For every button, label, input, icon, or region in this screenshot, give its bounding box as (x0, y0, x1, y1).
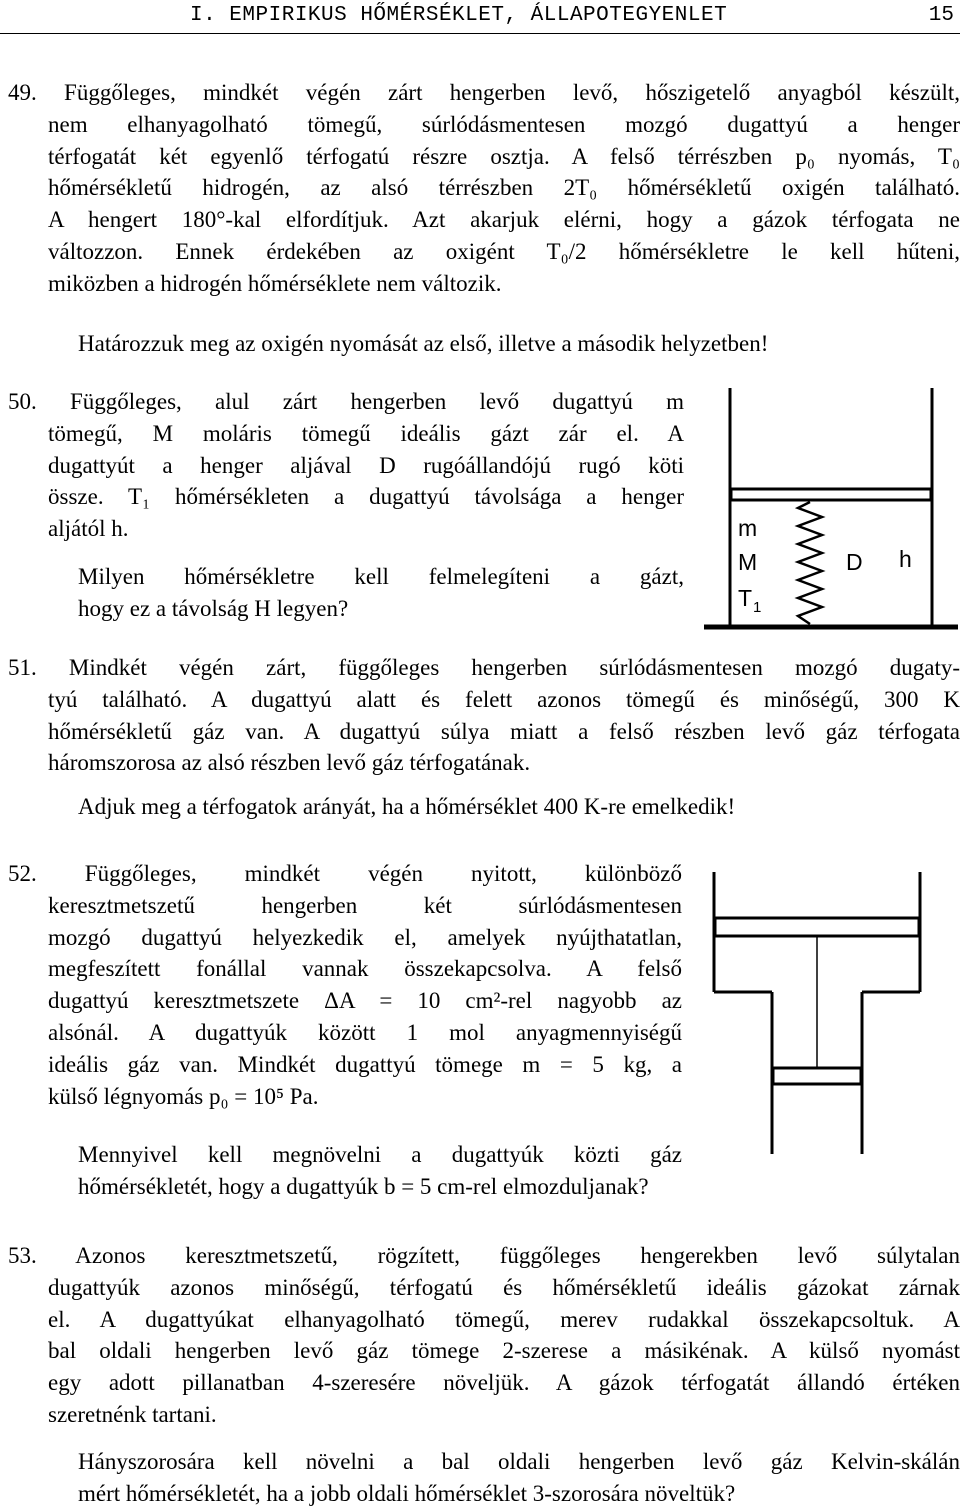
problem-51-line-2: tyú található. A dugattyú alatt és felett azonos tömegű és minőségű, 300 K (48, 686, 960, 712)
problem-50-question (78, 561, 684, 625)
problem-53-line-1: 53. Azonos keresztmetszetű, rögzített, függőleges hengerekben levő súlytalan (8, 1243, 960, 1268)
problem-49-line-1: 49. Függőleges, mindkét végén zárt hengerben levő, hőszigetelő anyagból készült, (8, 80, 960, 105)
problem-53-question (78, 1446, 960, 1510)
problem-50-line-5: aljától h. (48, 516, 129, 542)
problem-52-line-7: ideális gáz van. Mindkét dugattyú tömege m = 5 kg, a (48, 1051, 682, 1077)
figure-label-M: M (738, 549, 758, 575)
problem-49 (8, 77, 960, 300)
figure-label-D: D (846, 549, 863, 575)
problem-53-line-4: bal oldali hengerben levő gáz tömege 2-szerese a másikénak. A külső nyomást (48, 1338, 960, 1364)
stepped-cylinder-figure (700, 862, 958, 1164)
figure-label-T-sub: 1 (753, 599, 762, 616)
chapter-title: I. EMPIRIKUS HŐMÉRSÉKLET, ÁLLAPOTEGYENLET (190, 4, 728, 27)
problem-49-line-7: miközben a hidrogén hőmérséklete nem változik. (48, 270, 502, 296)
problem-53-question-line-1: Hányszorosára kell növelni a bal oldali hengerben levő gáz Kelvin-skálán (78, 1449, 960, 1474)
problem-52-line-4: megfeszített fonállal vannak összekapcsolva. A felső (48, 956, 682, 982)
problem-51-line-1: 51. Mindkét végén zárt, függőleges hengerben súrlódásmentesen mozgó dugaty- (8, 655, 960, 680)
problem-53-line-3: el. A dugattyúkat elhanyagolható tömegű, merev rudakkal összekapcsoltuk. A (48, 1306, 960, 1332)
problem-51 (8, 652, 960, 779)
problem-50-line-4: össze. T₁ hőmérsékleten a dugattyú távolsága a henger (48, 484, 684, 510)
problem-53-line-5: egy adott pillanatban 4-szeresére növeljük. A gázok térfogatát állandó értéken (48, 1370, 960, 1396)
running-header (0, 0, 960, 38)
problem-52-line-5: dugattyú keresztmetszete ΔA = 10 cm²-rel nagyobb az (48, 988, 682, 1014)
upper-piston (715, 918, 919, 936)
problem-49-line-4: hőmérsékletű hidrogén, az alsó térrészben 2T₀ hőmérsékletű oxigén található. (48, 175, 960, 201)
problem-52-line-8: külső légnyomás p₀ = 10⁵ Pa. (48, 1083, 319, 1109)
problem-51-line-4: háromszorosa az alsó részben levő gáz térfogatának. (48, 750, 531, 776)
figure-label-h: h (899, 546, 912, 572)
problem-50-line-3: dugattyút a henger aljával D rugóállandójú rugó köti (48, 452, 684, 478)
problem-51-question: Adjuk meg a térfogatok arányát, ha a hőmérséklet 400 K-re emelkedik! (78, 794, 736, 819)
problem-53 (8, 1240, 960, 1431)
problem-49-line-3: térfogatát két egyenlő térfogatú részre osztja. A felső térrészben p₀ nyomás, T₀ (48, 143, 960, 169)
problem-53-line-6: szeretnénk tartani. (48, 1401, 217, 1427)
problem-52-line-6: alsónál. A dugattyúk között 1 mol anyagmennyiségű (48, 1019, 682, 1045)
cylinder-spring-figure (700, 378, 960, 640)
problem-52-question-line-1: Mennyivel kell megnövelni a dugattyúk közti gáz (78, 1142, 682, 1167)
problem-50-line-1: 50. Függőleges, alul zárt hengerben levő dugattyú m (8, 389, 684, 414)
problem-52-line-1: 52. Függőleges, mindkét végén nyitott, különböző (8, 861, 682, 886)
problem-50-question-line-2: hogy ez a távolság H legyen? (78, 595, 349, 621)
spring-icon (798, 502, 822, 624)
problem-52-question (78, 1139, 682, 1203)
problem-50 (8, 386, 684, 545)
problem-49-line-5: A hengert 180°-kal elfordítjuk. Azt akarjuk elérni, hogy a gázok térfogata ne (48, 207, 960, 233)
problem-50-line-2: tömegű, M moláris tömegű ideális gázt zár el. A (48, 420, 684, 446)
problem-52-line-2: keresztmetszetű hengerben két súrlódásmentesen (48, 892, 682, 918)
problem-50-question-line-1: Milyen hőmérsékletre kell felmelegíteni a gázt, (78, 564, 684, 589)
problem-52-question-line-2: hőmérsékletét, hogy a dugattyúk b = 5 cm-rel elmozduljanak? (78, 1173, 649, 1199)
header-rule (0, 33, 960, 34)
problem-53-question-line-2: mért hőmérsékletét, ha a jobb oldali hőmérséklet 3-szorosára növeltük? (78, 1480, 736, 1506)
lower-piston (773, 1068, 861, 1084)
figure-label-T: T (738, 585, 753, 611)
problem-52 (8, 858, 682, 1112)
problem-49-line-6: változzon. Ennek érdekében az oxigént T₀/2 hőmérsékletre le kell hűteni, (48, 238, 960, 264)
problem-52-line-3: mozgó dugattyú helyezkedik el, amelyek nyújthatatlan, (48, 924, 682, 950)
page-number: 15 (928, 4, 954, 27)
piston (731, 489, 931, 500)
figure-label-m: m (738, 515, 758, 541)
problem-49-question: Határozzuk meg az oxigén nyomását az első, illetve a második helyzetben! (78, 331, 769, 356)
problem-51-line-3: hőmérsékletű gáz van. A dugattyú súlya miatt a felső részben levő gáz térfogata (48, 718, 960, 744)
problem-53-line-2: dugattyúk azonos minőségű, térfogatú és hőmérsékletű ideális gázokat zárnak (48, 1274, 960, 1300)
problem-49-line-2: nem elhanyagolható tömegű, súrlódásmentesen mozgó dugattyú a henger (48, 111, 960, 137)
